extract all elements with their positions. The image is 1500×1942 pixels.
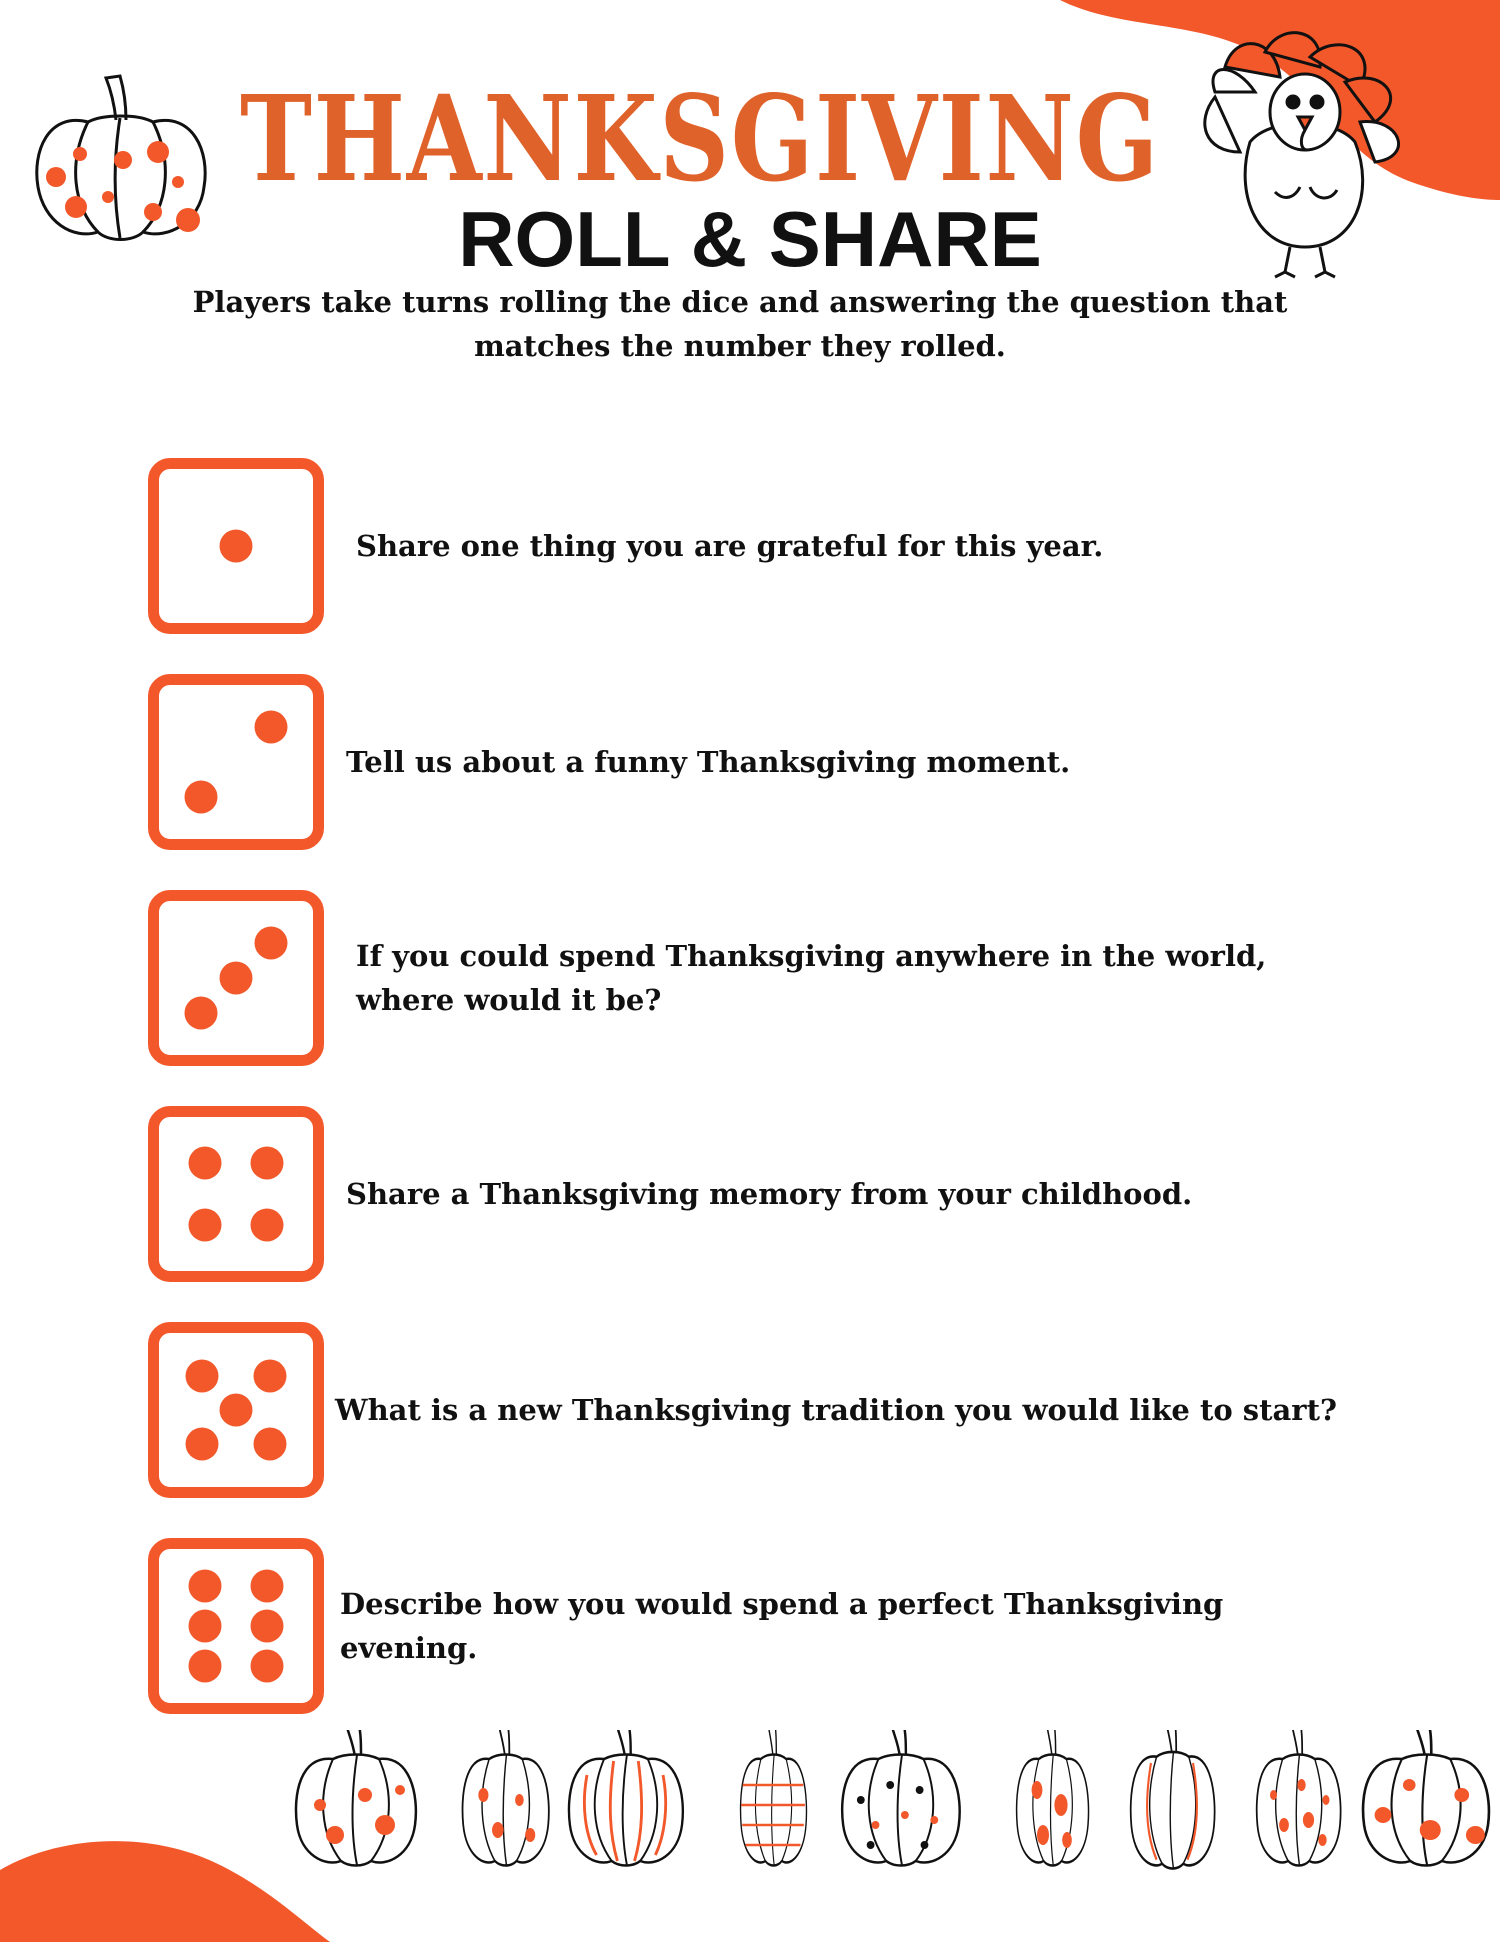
die-pip (220, 530, 253, 563)
die-pip (253, 1360, 286, 1393)
die-pip (184, 997, 217, 1030)
page-title: THANKSGIVING (240, 69, 1160, 208)
pumpkin-icon (1017, 1730, 1089, 1866)
prompt-row (148, 1106, 1398, 1282)
die-three-icon (148, 890, 324, 1066)
die-pip (250, 1147, 283, 1180)
die-pip (250, 1208, 283, 1241)
pumpkin-row (0, 1730, 1500, 1870)
prompt-text: What is a new Thanksgiving tradition you would like to start? (335, 1393, 1337, 1427)
pumpkin-icon (569, 1730, 683, 1866)
die-one-icon (148, 458, 324, 634)
die-pip (250, 1650, 283, 1683)
prompt-text: Tell us about a funny Thanksgiving moment. (346, 745, 1071, 779)
prompt-row (148, 1322, 1398, 1498)
die-pip (189, 1610, 222, 1643)
die-pip (220, 1394, 253, 1427)
die-pip (189, 1147, 222, 1180)
die-pip (250, 1610, 283, 1643)
pumpkin-icon (1131, 1730, 1215, 1869)
die-five-icon (148, 1322, 324, 1498)
die-four-icon (148, 1106, 324, 1282)
die-pip (189, 1569, 222, 1602)
game-instructions: Players take turns rolling the dice and answering the question that matches the number they rolled. (192, 285, 1288, 363)
die-pip (189, 1650, 222, 1683)
die-pip (186, 1427, 219, 1460)
prompt-row (148, 458, 1398, 634)
die-pip (189, 1208, 222, 1241)
prompt-row (148, 890, 1398, 1066)
prompt-row (148, 674, 1398, 850)
die-pip (250, 1569, 283, 1602)
prompt-text: If you could spend Thanksgiving anywhere in the world, where would it be? (356, 939, 1267, 1017)
prompt-text: Share one thing you are grateful for this year. (356, 529, 1104, 563)
die-two-icon (148, 674, 324, 850)
pumpkin-icon (296, 1730, 416, 1866)
prompt-text: Share a Thanksgiving memory from your childhood. (346, 1177, 1193, 1211)
die-pip (186, 1360, 219, 1393)
pumpkin-icon (463, 1730, 549, 1866)
die-pip (253, 1427, 286, 1460)
pumpkin-icon (842, 1730, 960, 1866)
page-subtitle: ROLL & SHARE (458, 195, 1042, 283)
pumpkin-icon (1257, 1730, 1341, 1866)
pumpkin-icon (1363, 1730, 1489, 1866)
pumpkin-icon (741, 1730, 807, 1866)
prompt-row (148, 1538, 1398, 1714)
die-pip (220, 962, 253, 995)
die-pip (255, 926, 288, 959)
die-six-icon (148, 1538, 324, 1714)
die-pip (184, 781, 217, 814)
die-pip (255, 710, 288, 743)
prompt-text: Describe how you would spend a perfect Thanksgiving evening. (340, 1587, 1224, 1665)
